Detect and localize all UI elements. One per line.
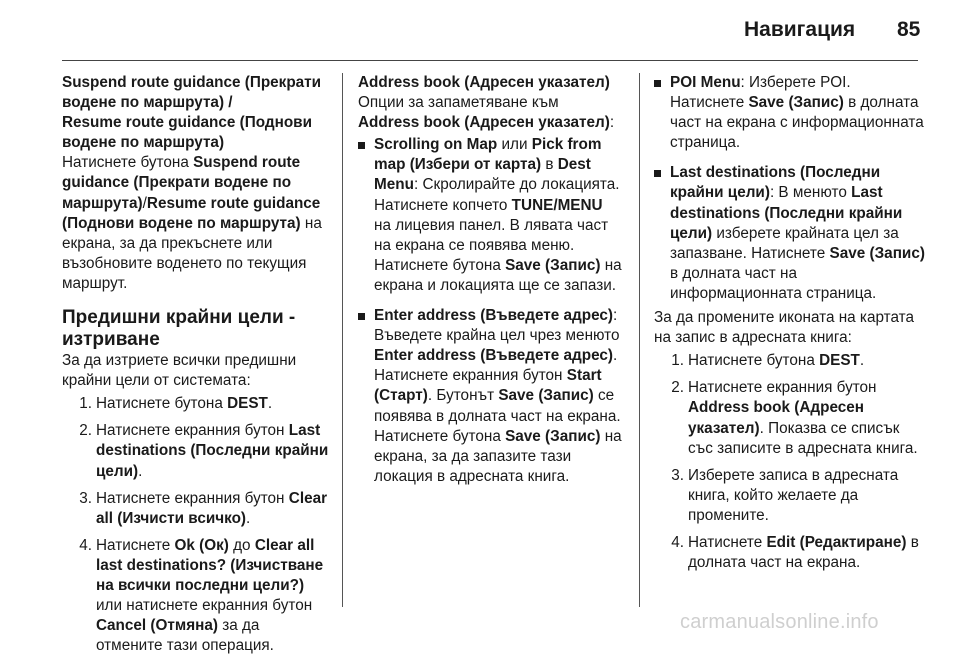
header-divider [62,60,918,61]
steps-list-change-icon [654,351,926,573]
list-item: 1. Натиснете бутона DEST. [79,395,273,413]
column-divider [639,73,640,607]
list-item: 3. Изберете записа в адресната книга, който желаете да промените. [671,466,899,524]
paragraph-change-icon: За да промените иконата на картата на запис в адресната книга: [654,309,914,347]
watermark: carmanualsonline.info [680,611,879,633]
section-heading-delete: Предишни крайни цели - изтриване [62,307,296,351]
square-bullet-icon [654,80,661,87]
list-item: Last destinations (Последни крайни цели): В менюто Last destinations (Последни крайни цели) изберете крайната цел за запазване. Натиснете Save (Запис) в долната част на информационната страница. [654,163,926,304]
column-1 [62,73,330,656]
page-number: 85 [897,18,921,41]
list-item: Enter address (Въведете адрес): Въведете крайна цел чрез менюто Enter address (Въведете адрес). Натиснете екранния бутон Start (Старт). Бутонът Save (Запис) се появява в долната част на екрана. Натиснете бутона Save (Запис) на екрана, за да запазите тази локация в адресната книга. [358,306,622,487]
paragraph-delete-intro: За да изтриете всички предишни крайни цели от системата: [62,352,297,390]
page-header [0,0,960,62]
square-bullet-icon [358,142,365,149]
section-title-address-book: Address book (Адресен указател) [358,74,610,91]
column-divider [342,73,343,607]
column-2 [358,73,622,487]
list-item: 2. Натиснете екранния бутон Last destinations (Последни крайни цели). [79,422,329,480]
square-bullet-icon [654,170,661,177]
list-item: Scrolling on Map или Pick from map (Избери от карта) в Dest Menu: Скролирайте до локацията. Натиснете копчето TUNE/MENU на лицевия панел. В лявата част на екрана се появява меню. Натиснете бутона Save (Запис) на екрана и локацията ще се запази. [358,135,622,296]
paragraph-address-book-intro: Опции за запаметяване към Address book (Адресен указател): [358,94,615,132]
options-list [358,135,622,487]
options-list-continued [654,73,926,304]
column-3 [654,73,926,573]
list-item: 3. Натиснете екранния бутон Clear all (Изчисти всичко). [79,489,328,527]
list-item: POI Menu: Изберете POI. Натиснете Save (Запис) в долната част на екрана с информационната страница. [654,73,926,153]
page-title: Навигация [744,18,856,41]
paragraph-suspend: Натиснете бутона Suspend route guidance (Прекрати водене по маршрута)/Resume route guidance (Поднови водене по маршрута) на екрана, за да прекъснете или възобновите воденето по текущия маршрут. [62,154,322,292]
list-item: 2. Натиснете екранния бутон Address book (Адресен указател). Показва се списък със записите в адресната книга. [671,379,918,457]
steps-list-delete [62,394,330,656]
section-title-suspend: Suspend route guidance (Прекрати водене по маршрута) / Resume route guidance (Поднови водене по маршрута) [62,74,322,152]
list-item: 4. Натиснете Edit (Редактиране) в долната част на екрана. [671,533,919,572]
list-item: 1. Натиснете бутона DEST. [671,352,865,370]
square-bullet-icon [358,313,365,320]
list-item: 4. Натиснете Ok (Ок) до Clear all last destinations? (Изчистване на всички последни цели?) или натиснете екранния бутон Cancel (Отмяна) за да отмените тази операция. [79,536,324,655]
